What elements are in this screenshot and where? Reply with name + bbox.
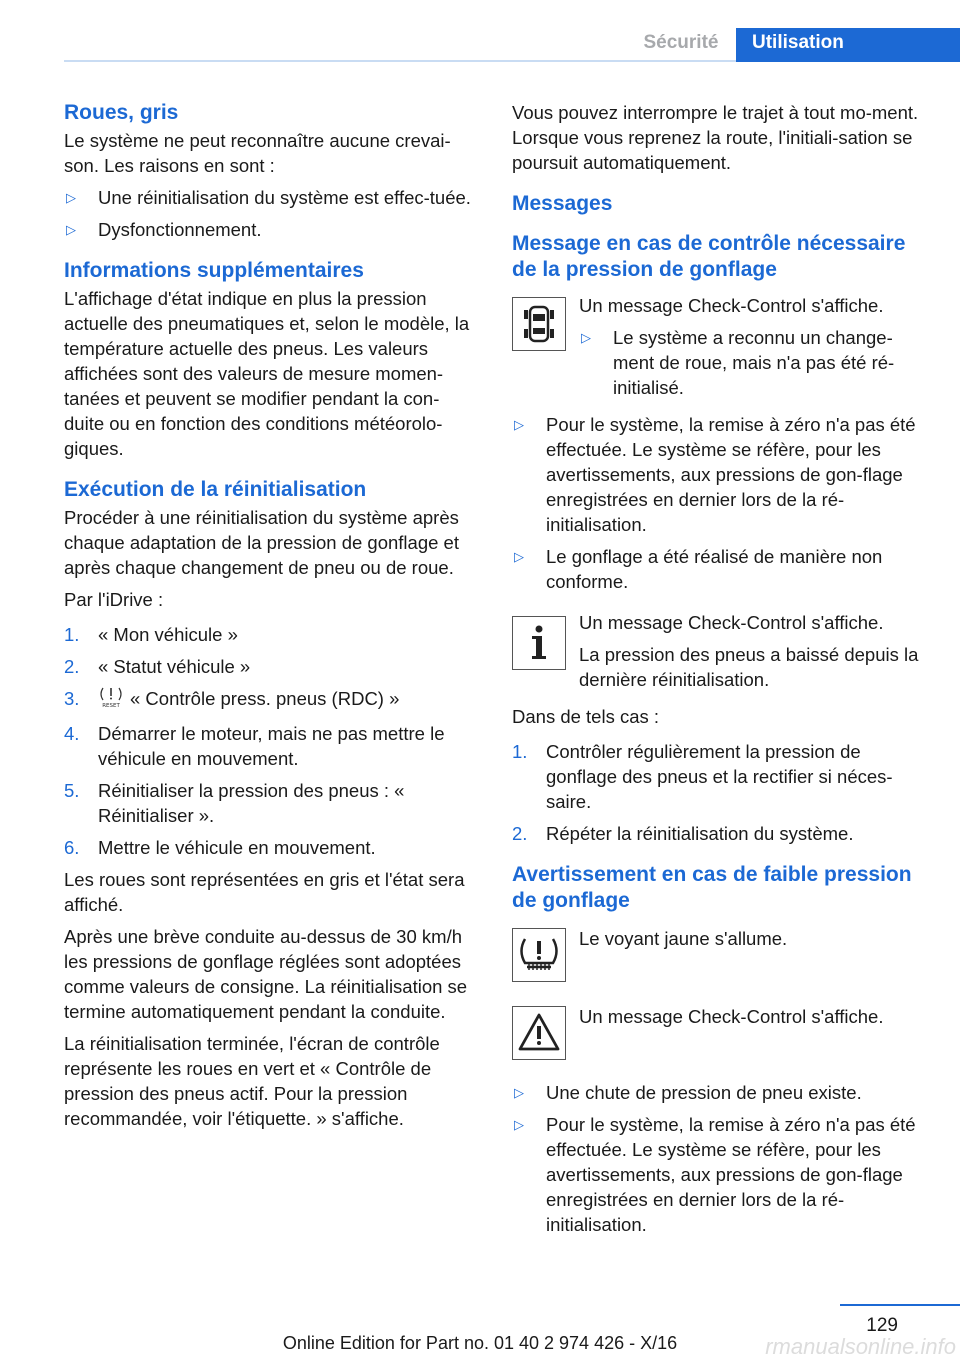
- check-control-block-1: [512, 293, 924, 400]
- list-item: 2. Répéter la réinitialisation du système.: [512, 823, 854, 844]
- tab-utilisation[interactable]: Utilisation: [736, 28, 960, 62]
- paragraph-baisse: La pression des pneus a baissé depuis la dernière réinitialisation.: [579, 644, 919, 690]
- check-control-block-2: [512, 610, 924, 692]
- right-column: [512, 100, 924, 1244]
- paragraph-informations: L'affichage d'état indique en plus la pression actuelle des pneumatiques et, selon le modèle, la température actuelle des pneus. Les valeurs affichées sont des valeurs de mesure momen-tanées et peuvent se modifier pendant la con-duite ou en fonction des conditions météorolo-giques.: [64, 288, 470, 459]
- list-item: ▷ Le système a reconnu un change-ment de roue, mais n'a pas été ré-initialisé.: [581, 327, 895, 398]
- tire-warning-icon: [512, 928, 566, 982]
- paragraph-terminee: La réinitialisation terminée, l'écran de contrôle représente les roues en vert et « Contrôle de pression des pneus actif. Pour la pression recommandée, voir l'étiquette. » s'affiche.: [64, 1033, 440, 1130]
- list-item: 1. Contrôler régulièrement la pression de gonflage des pneus et la rectifier si néces-saire.: [512, 741, 893, 812]
- triangle-bullet-icon: ▷: [514, 417, 524, 432]
- list-item: ▷ Pour le système, la remise à zéro n'a pas été effectuée. Le système se réfère, pour les avertissements, aux pressions de gon-flage enregistrées en dernier lors de la ré-initialisation.: [514, 414, 916, 535]
- paragraph-execution: Procéder à une réinitialisation du système après chaque adaptation de la pression de gonflage et après chaque changement de pneu ou de roue.: [64, 507, 459, 578]
- edition-line: Online Edition for Part no. 01 40 2 974 426 - X/16: [282, 1333, 678, 1353]
- list-item: 5. Réinitialiser la pression des pneus : « Réinitialiser ».: [64, 780, 405, 827]
- heading-roues-gris: Roues, gris: [64, 101, 179, 124]
- paragraph-check-control-1: Un message Check-Control s'affiche.: [579, 295, 884, 316]
- paragraph-check-control-2: Un message Check-Control s'affiche.: [579, 612, 884, 633]
- heading-message-controle: Message en cas de contrôle nécessaire de la pression de gonflage: [512, 232, 906, 281]
- list-item: ▷ Dysfonctionnement.: [66, 219, 262, 240]
- paragraph-interrompre: Vous pouvez interrompre le trajet à tout mo-ment. Lorsque vous reprenez la route, l'initiali-sation se poursuit automatiquement.: [512, 102, 919, 173]
- paragraph-voyant: Le voyant jaune s'allume.: [579, 928, 788, 949]
- header-bar: [64, 28, 960, 62]
- triangle-bullet-icon: ▷: [514, 549, 524, 564]
- warning-triangle-icon: [512, 1006, 566, 1060]
- paragraph-check-control-3: Un message Check-Control s'affiche.: [579, 1006, 884, 1027]
- paragraph-idrive: Par l'iDrive :: [64, 589, 164, 610]
- list-item: ▷ Pour le système, la remise à zéro n'a pas été effectuée. Le système se réfère, pour les avertissements, aux pressions de gon-flage enregistrées en dernier lors de la ré-initialisation.: [514, 1114, 916, 1235]
- svg-text:RESET: RESET: [102, 703, 120, 709]
- list-main: [512, 412, 924, 594]
- steps-list: [64, 622, 478, 860]
- triangle-bullet-icon: ▷: [514, 1085, 524, 1100]
- left-column: [64, 100, 478, 1138]
- list-check-control-1: [579, 325, 924, 400]
- car-tpms-icon: [512, 297, 566, 351]
- paragraph-apres: Après une brève conduite au-dessus de 30 km/h les pressions de gonflage réglées sont adoptées comme valeurs de consigne. La réinitialisation se termine automatiquement pendant la conduite.: [64, 926, 468, 1023]
- paragraph-cas: Dans de tels cas :: [512, 706, 660, 727]
- paragraph-roues: Le système ne peut reconnaître aucune crevai-son. Les raisons en sont :: [64, 130, 451, 176]
- heading-messages: Messages: [512, 192, 613, 215]
- tab-securite[interactable]: Sécurité: [643, 32, 719, 53]
- list-item: 2. « Statut véhicule »: [64, 656, 251, 677]
- warning-lamp-block: [512, 924, 924, 980]
- watermark: rmanualsonline.info: [765, 1334, 956, 1359]
- rdc-reset-icon: [98, 686, 124, 714]
- triangle-bullet-icon: ▷: [66, 222, 76, 237]
- triangle-bullet-icon: ▷: [66, 190, 76, 205]
- info-icon: [512, 616, 566, 670]
- paragraph-gris: Les roues sont représentées en gris et l'état sera affiché.: [64, 869, 465, 916]
- check-control-block-3: [512, 1002, 924, 1058]
- heading-avertissement: Avertissement en cas de faible pression de gonflage: [512, 863, 912, 912]
- list-item: 4. Démarrer le moteur, mais ne pas mettre le véhicule en mouvement.: [64, 723, 445, 770]
- list-final: [512, 1080, 924, 1237]
- list-item: 1. « Mon véhicule »: [64, 624, 238, 645]
- footer-divider: [840, 1304, 960, 1306]
- list-item: 6. Mettre le véhicule en mouvement.: [64, 837, 376, 859]
- list-item: 3. RESET « Contrôle press. pneus (RDC) »: [64, 686, 478, 714]
- heading-informations: Informations supplémentaires: [64, 259, 364, 282]
- header-divider: [64, 60, 736, 62]
- cas-steps: [512, 739, 924, 846]
- list-item: ▷ Une réinitialisation du système est effec-tuée.: [66, 187, 471, 208]
- list-item: ▷ Une chute de pression de pneu existe.: [514, 1082, 862, 1103]
- list-roues: [64, 185, 478, 242]
- triangle-bullet-icon: ▷: [581, 330, 591, 345]
- list-item: ▷ Le gonflage a été réalisé de manière non conforme.: [514, 546, 883, 592]
- page-number: 129: [866, 1315, 898, 1336]
- heading-execution: Exécution de la réinitialisation: [64, 478, 367, 501]
- triangle-bullet-icon: ▷: [514, 1117, 524, 1132]
